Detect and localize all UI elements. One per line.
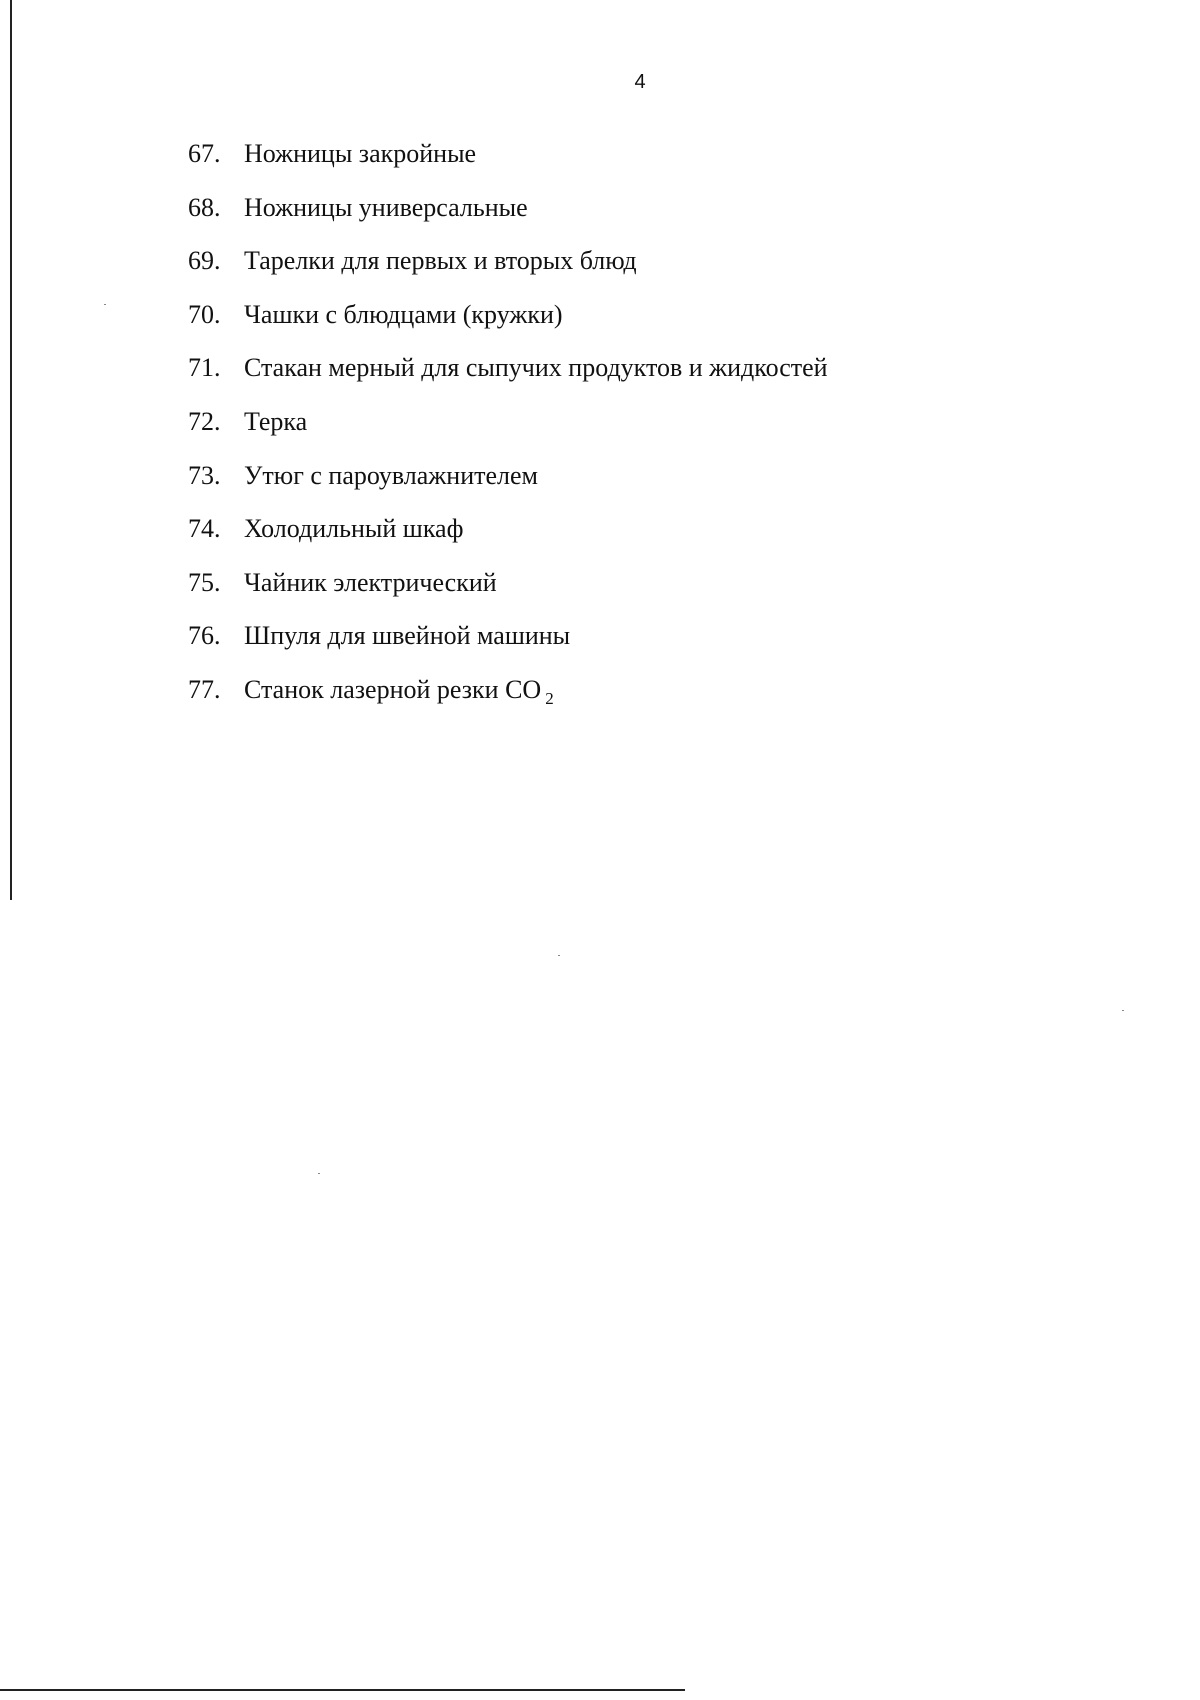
item-number: 75. (188, 567, 221, 597)
item-text: Ножницы универсальные (244, 192, 528, 222)
item-text: Терка (244, 406, 308, 436)
list-item (188, 672, 828, 726)
item-number: 68. (188, 192, 221, 222)
item-text: Чайник электрический (244, 567, 497, 597)
item-text: Утюг с пароувлажнителем (244, 460, 538, 490)
list-item (188, 618, 828, 672)
scan-bottom-edge-line (0, 1689, 685, 1691)
list-item (188, 458, 828, 512)
list-item (188, 565, 828, 619)
list-item (188, 243, 828, 297)
item-number: 76. (188, 621, 221, 651)
item-number: 71. (188, 353, 221, 383)
item-text: Шпуля для швейной машины (244, 621, 571, 651)
item-number: 77. (188, 674, 221, 704)
equipment-list (188, 136, 828, 726)
item-number: 67. (188, 139, 221, 168)
item-number: 70. (188, 299, 221, 329)
item-number: 72. (188, 406, 221, 436)
item-text: Станок лазерной резки CO (244, 674, 542, 704)
item-text: Чашки с блюдцами (кружки) (244, 299, 563, 329)
scan-speck (558, 955, 560, 956)
item-text: Ножницы закройные (244, 139, 477, 168)
list-item (188, 511, 828, 565)
list-item (188, 350, 828, 404)
item-number: 74. (188, 514, 221, 544)
item-text: Тарелки для первых и вторых блюд (244, 246, 637, 276)
item-text: Холодильный шкаф (244, 514, 464, 544)
scan-speck (1122, 1010, 1124, 1011)
item-number: 69. (188, 246, 221, 276)
item-subscript: 2 (545, 688, 554, 708)
scan-speck (318, 1173, 320, 1174)
list-item (188, 136, 828, 190)
scan-left-edge-line (10, 0, 12, 900)
item-number: 73. (188, 460, 221, 490)
item-text: Стакан мерный для сыпучих продуктов и жидкостей (244, 353, 828, 383)
list-item (188, 190, 828, 244)
list-item (188, 297, 828, 351)
scan-speck (104, 304, 106, 305)
list-item (188, 404, 828, 458)
page-number: 4 (634, 71, 646, 93)
